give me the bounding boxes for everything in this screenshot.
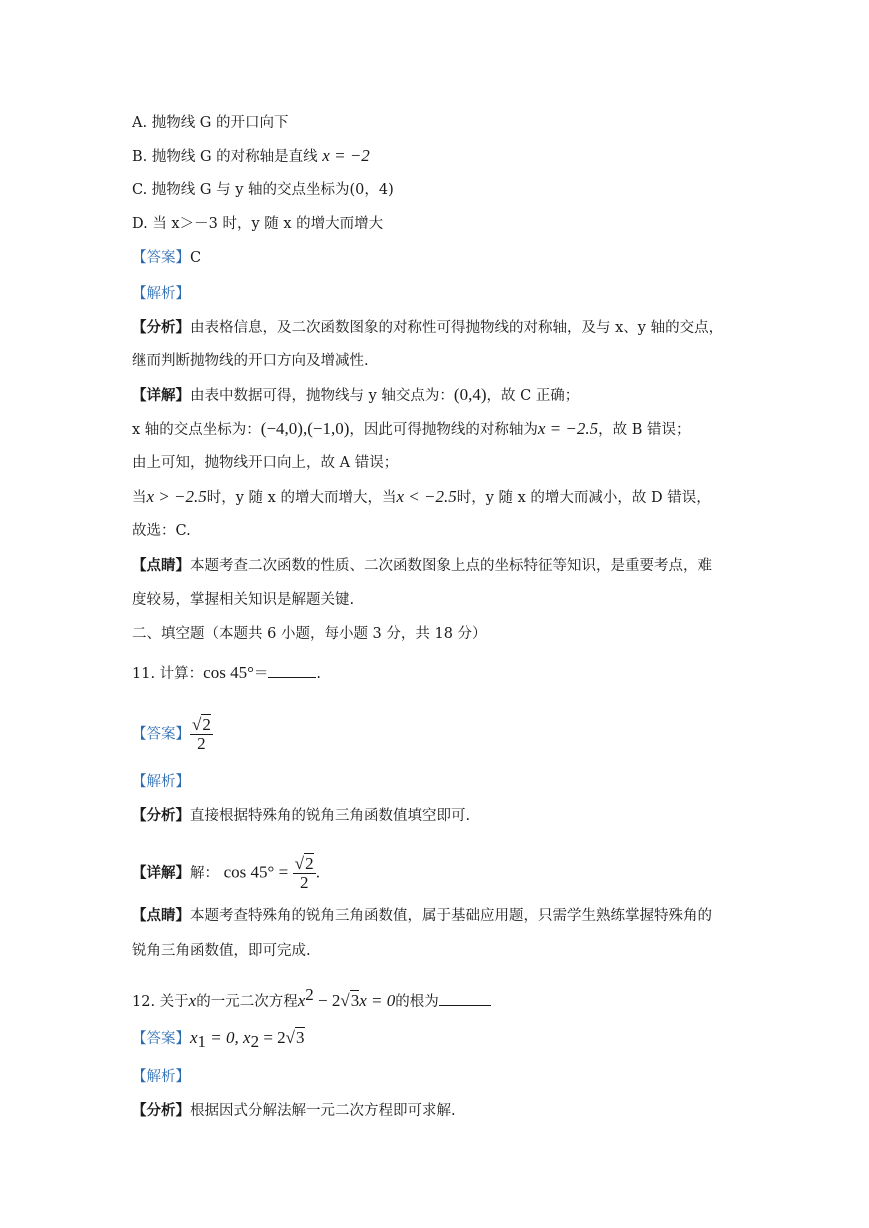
dianjing-tag: 【点睛】 — [132, 557, 190, 574]
q10-xiangjie-1: 【详解】由表中数据可得，抛物线与 y 轴交点为：(0,4)，故 C 正确； — [132, 385, 580, 404]
q11-stem: 11. 计算：cos 45°＝ . — [132, 663, 321, 682]
answer-blank — [439, 991, 491, 1006]
section-title: 二、填空题（本题共 6 小题，每小题 3 分，共 18 分） — [132, 626, 487, 642]
q11-jiexi: 【解析】 — [132, 774, 190, 790]
q10-fenxi: 【分析】由表格信息，及二次函数图象的对称性可得抛物线的对称轴，及与 x、y 轴的交点， — [132, 319, 724, 336]
q10-xiangjie-5: 故选：C. — [132, 523, 191, 539]
q10-xiangjie-3: 由上可知，抛物线开口向上，故 A 错误； — [132, 455, 399, 471]
math-expression: x = −2 — [322, 146, 370, 165]
xiangjie-tag: 【详解】 — [132, 387, 190, 404]
q10-fenxi-cont: 继而判断抛物线的开口方向及增减性. — [132, 353, 369, 369]
q10-answer: 【答案】C — [132, 250, 202, 266]
fenxi-tag: 【分析】 — [132, 319, 190, 336]
q12-stem: 12. 关于x的一元二次方程$x^2 - 2√3x = 0$的根为 — [132, 985, 491, 1012]
q12-jiexi: 【解析】 — [132, 1069, 190, 1085]
option-c: C. 抛物线 G 与 y 轴的交点坐标为(0，4) — [132, 182, 394, 198]
q11-dianjing: 【点睛】本题考查特殊角的锐角三角函数值，属于基础应用题，只需学生熟练掌握特殊角的 — [132, 907, 712, 924]
q10-xiangjie-4: 当x > −2.5时，y 随 x 的增大而增大，当x < −2.5时，y 随 x 的增大而减小，故 D 错误， — [132, 487, 711, 506]
q10-dianjing: 【点睛】本题考查二次函数的性质、二次函数图象上点的坐标特征等知识，是重要考点，难 — [132, 557, 712, 574]
answer-blank — [268, 663, 316, 678]
q11-answer: 【答案】 $\frac{√2}{2}$ — [132, 715, 211, 753]
q10-jiexi: 【解析】 — [132, 286, 190, 302]
fraction: $\frac{√2}{2}$ — [192, 715, 211, 753]
q10-dianjing-cont: 度较易，掌握相关知识是解题关键. — [132, 592, 355, 608]
option-b: B. 抛物线 G 的对称轴是直线 x = −2 — [132, 146, 370, 165]
q11-dianjing-cont: 锐角三角函数值，即可完成. — [132, 943, 311, 959]
option-d: D. 当 x＞－3 时，y 随 x 的增大而增大 — [132, 216, 384, 232]
answer-tag: 【答案】 — [132, 250, 190, 266]
q11-xiangjie: 【详解】解： cos 45° = $\frac{√2}{2}$ . — [132, 854, 321, 892]
option-a: A. 抛物线 G 的开口向下 — [132, 115, 289, 131]
q11-fenxi: 【分析】直接根据特殊角的锐角三角函数值填空即可. — [132, 807, 471, 824]
fraction: $\frac{√2}{2}$ — [294, 854, 314, 892]
q12-fenxi: 【分析】根据因式分解法解一元二次方程即可求解. — [132, 1102, 456, 1119]
q12-answer: 【答案】$x_1 = 0$, $x_2 = 2√3$ — [132, 1028, 305, 1051]
q10-xiangjie-2: x 轴的交点坐标为：(−4,0),(−1,0)，因此可得抛物线的对称轴为x = −2.5，故 B 错误； — [132, 419, 691, 438]
